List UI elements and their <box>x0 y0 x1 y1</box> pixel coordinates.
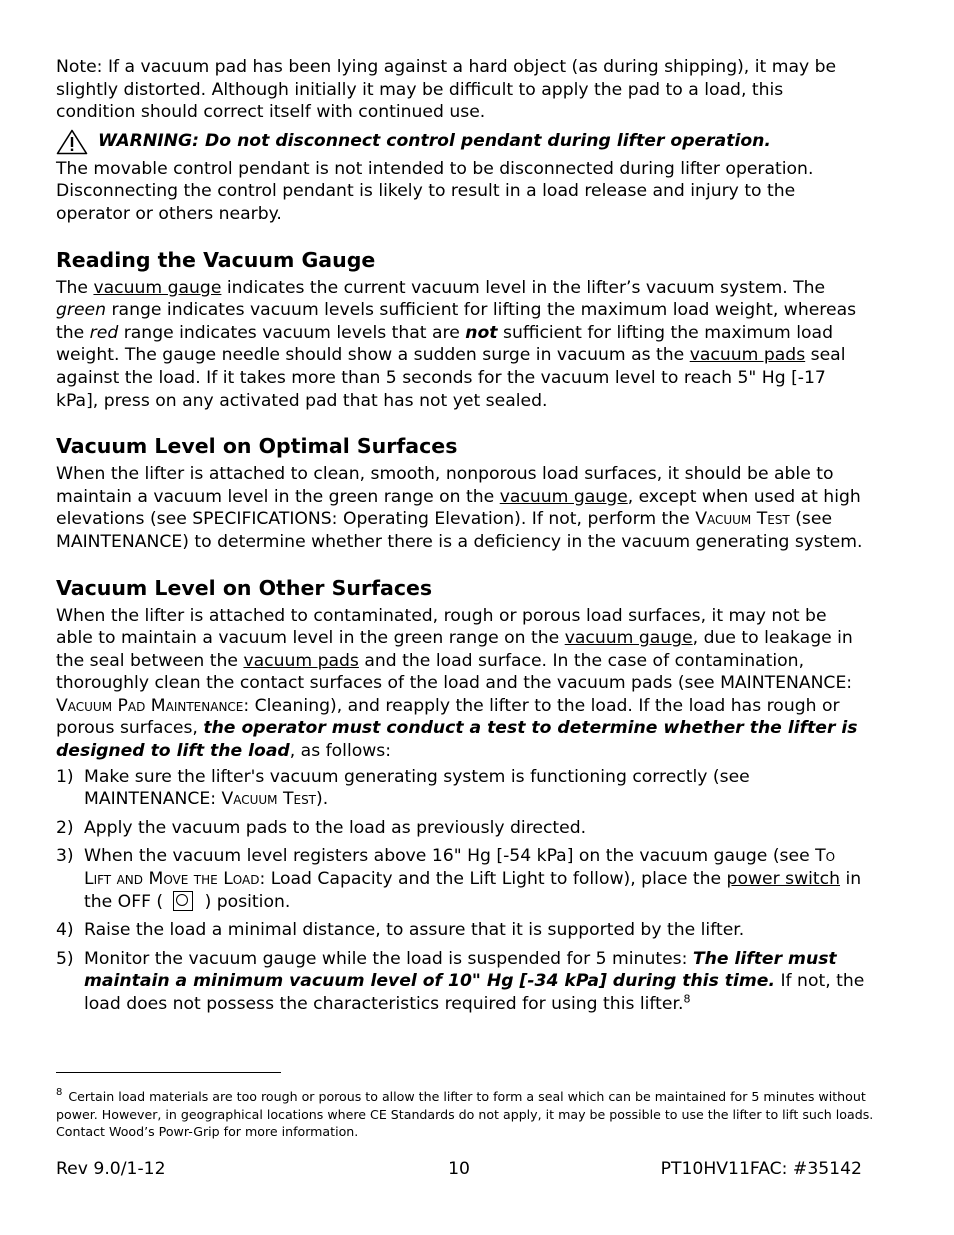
warning-title: WARNING: Do not disconnect control pendant during lifter operation. <box>98 131 771 152</box>
test-steps-list <box>56 766 866 1016</box>
section-paragraph: The vacuum gauge indicates the current vacuum level in the lifter’s vacuum system. The green range indicates vacuum levels sufficient for lifting the maximum load weight, whereas the red range indicates vacuum levels that are not sufficient for lifting the maximum load weight. The gauge needle should show a sudden surge in vacuum as the vacuum pads seal against the load. If it takes more than 5 seconds for the vacuum level to reach 5" Hg [-17 kPa], press on any activated pad that has not yet sealed. <box>56 277 857 411</box>
section-heading: Vacuum Level on Optimal Surfaces <box>56 434 458 459</box>
section-optimal-surfaces <box>56 433 866 553</box>
section-paragraph: When the lifter is attached to contaminated, rough or porous load surfaces, it may not be able to maintain a vacuum level in the green range on the vacuum gauge, due to leakage in the seal between the vacuum pads and the load surface. In the case of contamination, thoroughly clean the contact surfaces of the load and the vacuum pads (see MAINTENANCE: Vacuum Pad Maintenance: Cleaning), and reapply the lifter to the load. If the load has rough or porous surfaces, the operator must conduct a test to determine whether the lifter is designed to lift the load, as follows: <box>56 605 858 762</box>
section-heading: Vacuum Level on Other Surfaces <box>56 575 433 600</box>
vacuum-gauge-link[interactable]: vacuum gauge <box>93 277 222 298</box>
footnote-reference[interactable]: 8 <box>683 992 691 1006</box>
section-other-surfaces <box>56 575 866 1016</box>
vacuum-gauge-link[interactable]: vacuum gauge <box>499 486 628 507</box>
section-reading-gauge <box>56 247 866 413</box>
list-item: 2) Apply the vacuum pads to the load as previously directed. <box>56 817 587 838</box>
footnote-divider <box>56 1072 281 1073</box>
list-item: 5) Monitor the vacuum gauge while the load is suspended for 5 minutes: The lifter must maintain a minimum vacuum level of 10" Hg [-34 kPa] during this time. If not, the load does not possess the characteristics required for using this lifter.$^8$ <box>56 948 865 1014</box>
page-body <box>56 56 866 1022</box>
revision-label: Rev 9.0/1-12 <box>56 1159 166 1179</box>
footnote <box>56 1088 876 1141</box>
footnote-text: Certain load materials are too rough or porous to allow the lifter to form a seal which can be maintained for 5 minutes without power. However, in geographical locations where CE Standards do not apply, it may be possible to use the lifter to lift such loads. Contact Wood’s Powr-Grip for more information. <box>56 1089 874 1140</box>
warning-heading <box>56 129 866 155</box>
document-id: PT10HV11FAC: #35142 <box>660 1159 862 1179</box>
list-item: 4) Raise the load a minimal distance, to assure that it is supported by the lifter. <box>56 920 745 941</box>
footnote-mark: 8 <box>56 1087 63 1098</box>
list-item: 3) When the vacuum level registers above 16" Hg [-54 kPa] on the vacuum gauge (see To Lift and Move the Load: Load Capacity and the Lift Light to follow), place the power switch in the OFF ( ) position. <box>56 846 862 912</box>
warning-text: The movable control pendant is not intended to be disconnected during lifter operation. Disconnecting the control pendant is likely to result in a load release and injury to the operator or others nearby. <box>56 158 814 224</box>
page-footer <box>56 1158 862 1180</box>
power-switch-link[interactable]: power switch <box>726 869 841 890</box>
warning-triangle-icon <box>56 129 88 155</box>
note-paragraph: Note: If a vacuum pad has been lying against a hard object (as during shipping), it may be slightly distorted. Although initially it may be difficult to apply the pad to a load, this condition should correct itself with continued use. <box>56 57 837 123</box>
list-item: 1) Make sure the lifter's vacuum generating system is functioning correctly (see MAINTENANCE: Vacuum Test). <box>56 766 750 810</box>
page-number: 10 <box>448 1159 470 1179</box>
power-off-icon <box>173 891 193 911</box>
vacuum-gauge-link[interactable]: vacuum gauge <box>564 628 693 649</box>
vacuum-pads-link[interactable]: vacuum pads <box>689 345 806 366</box>
section-paragraph: When the lifter is attached to clean, smooth, nonporous load surfaces, it should be able to maintain a vacuum level in the green range on the vacuum gauge, except when used at high elevations (see SPECIFICATIONS: Operating Elevation). If not, perform the Vacuum Test (see MAINTENANCE) to determine whether there is a deficiency in the vacuum generating system. <box>56 464 863 552</box>
section-heading: Reading the Vacuum Gauge <box>56 247 376 272</box>
vacuum-pads-link[interactable]: vacuum pads <box>243 650 359 671</box>
